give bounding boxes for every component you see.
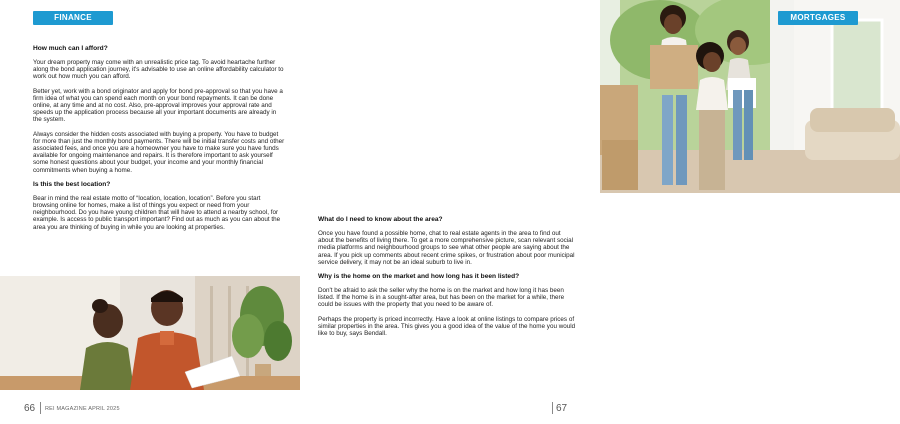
couple-photo — [0, 276, 300, 390]
page-number-left: 66 — [24, 403, 36, 414]
family-carrying-boxes-image — [600, 0, 900, 193]
left-article-column — [33, 45, 285, 238]
family-moving-photo — [600, 0, 900, 193]
heading-how-much-afford: How much can I afford? — [33, 45, 108, 52]
paragraph: Once you have found a possible home, chat to real estate agents in the area to find out about the benefits of living there. To get a more comprehensive picture, scan relevant social media platforms and neighbourhood groups to see what other people are saying about the area. If you pick up comments about recent crime spikes, or frustration about poor municipal service delivery, it may not be an ideal suburb to live in. — [318, 230, 575, 266]
heading-best-location: Is this the best location? — [33, 180, 111, 188]
footer-divider — [40, 402, 41, 414]
paragraph: Don't be afraid to ask the seller why the home is on the market and how long it has been listed. If the home is in a sought-after area, but has been on the market for a while, there could be issues with the property that you need to be aware of. — [318, 287, 565, 309]
magazine-label: REI MAGAZINE APRIL 2025 — [45, 406, 120, 412]
couple-reviewing-documents-image — [0, 276, 300, 390]
paragraph: Bear in mind the real estate motto of “location, location, location”. Before you start browsing online for homes, make a list of things you expect or need from your neighbourhood. Do you have young children that will have to attend a nearby school, for example. Is access to public transport important? Find out as much as you can about the area you are thinking of buying in while you are looking at properties. — [33, 194, 281, 231]
paragraph: Your dream property may come with an unrealistic price tag. To avoid heartache further along the bond application journey, it's advisable to use an online affordability calculator to work out how much you can afford. — [33, 59, 284, 81]
heading-why-on-market: Why is the home on the market and how long has it been listed? — [318, 273, 520, 281]
left-page — [0, 0, 300, 424]
section-tag-finance: FINANCE — [33, 11, 113, 25]
page-number-right: 67 — [556, 403, 568, 414]
paragraph: Better yet, work with a bond originator and apply for bond pre-approval so that you have a firm idea of what you can spend each month on your bond repayments. It can be done online, at any time and at no cost. Also, pre-approval improves your approval rate and speeds up the application process because all your important documents are already in the system. — [33, 87, 283, 124]
right-article-column — [318, 216, 576, 344]
right-page — [300, 0, 846, 424]
section-tag-mortgages: MORTGAGES — [778, 11, 858, 25]
heading-know-about-area: What do I need to know about the area? — [318, 216, 443, 223]
paragraph: Perhaps the property is priced incorrectly. Have a look at online listings to compare prices of similar properties in the area. This gives you a good idea of the value of the home you would like to buy, says Bendall. — [318, 315, 576, 338]
paragraph: Always consider the hidden costs associated with buying a property. You have to budget for more than just the monthly bond payments. There will be initial transfer costs and other associated fees, and once you are a homeowner you have to make sure you have funds available for ongoing maintenance and repairs. It is therefore important to ask yourself some honest questions about your budget, your income and your monthly financial commitments when buying a home. — [33, 130, 285, 174]
footer-divider — [552, 402, 553, 414]
